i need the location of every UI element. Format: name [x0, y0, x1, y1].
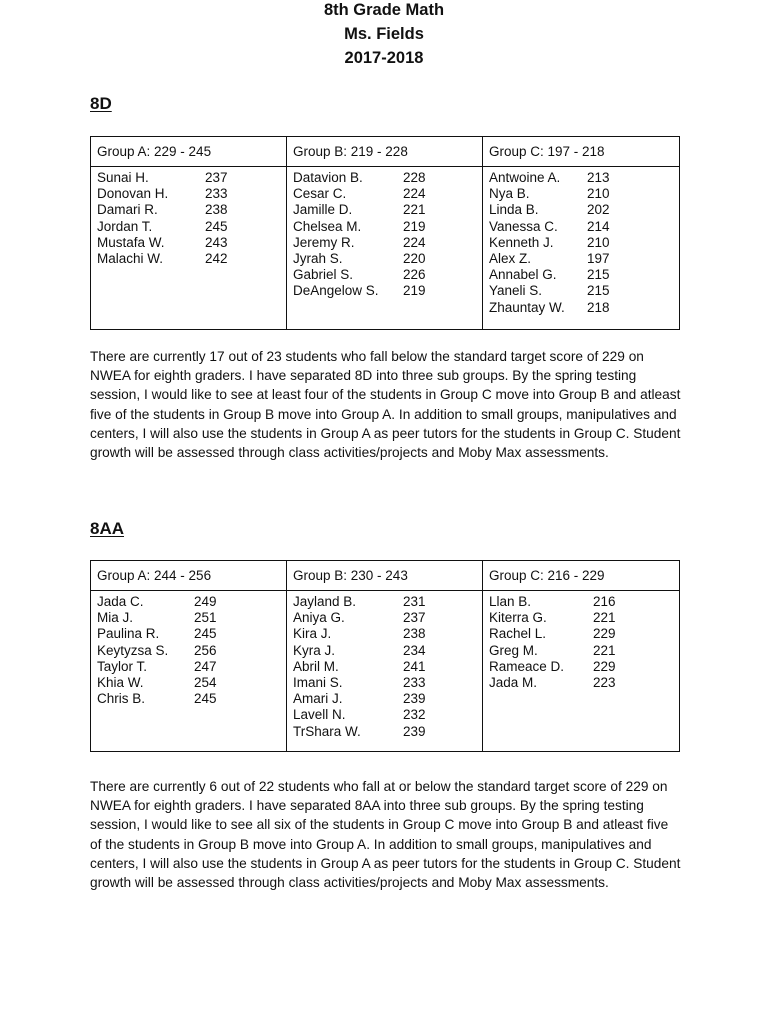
group-body-row — [91, 167, 680, 330]
student-row — [293, 724, 476, 740]
student-name: Kiterra G. — [489, 610, 547, 626]
student-name: Mustafa W. — [97, 234, 165, 250]
section-summary-8aa: There are currently 6 out of 22 students who fall at or below the standard target score of 229 on NWEA for eighth graders. I have separated 8AA into three sub groups. By the spring testing session, I would like to see all six of the students in Group C move into Group B and atleast five of the students in Group B move into Group A. In addition to small groups, manipulatives and centers, I will also use the students in Group A as peer tutors for the students in Group C. Student growth will be assessed through class activities/projects and Moby Max assessments. — [90, 779, 681, 891]
student-row — [97, 594, 280, 610]
student-name: Zhauntay W. — [489, 299, 565, 315]
student-name: Mia J. — [97, 610, 134, 626]
group-table-8aa — [90, 560, 680, 752]
student-score: 220 — [403, 250, 426, 266]
student-score: 215 — [587, 283, 610, 299]
student-row — [293, 626, 476, 642]
section-summary-8d: There are currently 17 out of 23 students who fall below the standard target score of 229 on NWEA for eighth graders. I have separated 8D into three sub groups. By the spring testing session, I would like to see at least four of the students in Group C move into Group B and atleast five of the students in Group B move into Group A. In addition to small groups, manipulatives and centers, I will also use the students in Group A as peer tutors for the students in Group C. Student growth will be assessed through class activities/projects and Moby Max assessments. — [90, 349, 681, 461]
student-row — [293, 659, 476, 675]
student-row — [489, 219, 673, 235]
student-score: 210 — [587, 234, 610, 250]
student-score: 221 — [593, 642, 616, 658]
student-name: Jada M. — [489, 674, 538, 690]
student-score: 233 — [403, 674, 426, 690]
student-row — [489, 283, 673, 299]
student-score: 202 — [587, 202, 610, 218]
student-name: Malachi W. — [97, 250, 164, 266]
student-row — [489, 186, 673, 202]
student-row — [97, 675, 280, 691]
student-row — [489, 643, 673, 659]
school-year: 2017-2018 — [344, 49, 424, 67]
teacher-name: Ms. Fields — [344, 25, 424, 43]
student-score: 237 — [403, 610, 426, 626]
student-name: Jordan T. — [97, 218, 153, 234]
student-score: 197 — [587, 250, 610, 266]
student-name: Taylor T. — [97, 658, 148, 674]
student-row — [293, 267, 476, 283]
student-score: 229 — [593, 658, 616, 674]
student-row — [489, 594, 673, 610]
student-score: 256 — [194, 642, 217, 658]
student-name: Chris B. — [97, 691, 146, 707]
student-name: Annabel G. — [489, 267, 557, 283]
student-score: 245 — [205, 218, 228, 234]
student-score: 223 — [593, 674, 616, 690]
student-score: 229 — [593, 626, 616, 642]
student-score: 219 — [403, 283, 426, 299]
student-row — [293, 202, 476, 218]
student-row — [293, 283, 476, 299]
student-row — [97, 251, 280, 267]
student-name: DeAngelow S. — [293, 283, 379, 299]
group-a-header: Group A: 244 - 256 — [91, 561, 287, 591]
student-row — [489, 659, 673, 675]
student-score: 210 — [587, 186, 610, 202]
student-score: 224 — [403, 186, 426, 202]
student-score: 215 — [587, 267, 610, 283]
student-row — [293, 170, 476, 186]
student-score: 231 — [403, 594, 426, 609]
student-score: 224 — [403, 234, 426, 250]
student-row — [293, 219, 476, 235]
student-row — [97, 626, 280, 642]
student-score: 238 — [205, 202, 228, 218]
student-row — [293, 251, 476, 267]
student-score: 228 — [403, 170, 426, 185]
student-score: 219 — [403, 218, 426, 234]
student-row — [293, 675, 476, 691]
student-name: Rachel L. — [489, 626, 547, 642]
student-row — [97, 235, 280, 251]
student-name: Kira J. — [293, 626, 332, 642]
group-table-8d — [90, 136, 680, 330]
group-header-row — [91, 137, 680, 167]
student-score: 243 — [205, 234, 228, 250]
student-name: Chelsea M. — [293, 218, 362, 234]
student-row — [489, 267, 673, 283]
student-row — [489, 675, 673, 691]
student-name: Imani S. — [293, 674, 343, 690]
student-row — [293, 691, 476, 707]
group-a-list — [91, 591, 287, 752]
student-score: 221 — [403, 202, 426, 218]
student-score: 216 — [593, 594, 616, 609]
student-name: Kyra J. — [293, 642, 336, 658]
student-name: Rameace D. — [489, 658, 565, 674]
student-row — [97, 610, 280, 626]
student-row — [489, 170, 673, 186]
student-score: 226 — [403, 267, 426, 283]
student-row — [97, 643, 280, 659]
document-header — [0, 0, 768, 70]
student-name: Sunai H. — [97, 170, 149, 185]
student-name: Paulina R. — [97, 626, 160, 642]
student-name: Alex Z. — [489, 250, 532, 266]
student-row — [293, 707, 476, 723]
student-name: Jyrah S. — [293, 250, 343, 266]
student-name: Vanessa C. — [489, 218, 558, 234]
student-row — [489, 251, 673, 267]
group-b-list — [287, 167, 483, 330]
student-score: 247 — [194, 658, 217, 674]
student-name: Lavell N. — [293, 707, 346, 723]
student-name: Kenneth J. — [489, 234, 554, 250]
student-score: 234 — [403, 642, 426, 658]
student-row — [293, 594, 476, 610]
student-score: 214 — [587, 218, 610, 234]
student-row — [293, 235, 476, 251]
student-name: TrShara W. — [293, 723, 361, 739]
student-score: 251 — [194, 610, 217, 626]
student-name: Nya B. — [489, 186, 530, 202]
group-a-list — [91, 167, 287, 330]
student-row — [489, 202, 673, 218]
student-name: Donovan H. — [97, 186, 169, 202]
student-score: 242 — [205, 250, 228, 266]
section-title-8aa: 8AA — [90, 519, 125, 538]
group-b-header: Group B: 230 - 243 — [287, 561, 483, 591]
student-name: Jada C. — [97, 594, 144, 609]
student-score: 245 — [194, 691, 217, 707]
student-name: Linda B. — [489, 202, 539, 218]
student-score: 249 — [194, 594, 217, 609]
student-score: 218 — [587, 299, 610, 315]
student-score: 221 — [593, 610, 616, 626]
student-score: 233 — [205, 186, 228, 202]
student-score: 245 — [194, 626, 217, 642]
student-name: Damari R. — [97, 202, 158, 218]
student-row — [489, 610, 673, 626]
section-title-8d: 8D — [90, 94, 112, 113]
student-name: Gabriel S. — [293, 267, 354, 283]
student-name: Jeremy R. — [293, 234, 355, 250]
student-row — [489, 235, 673, 251]
group-b-header: Group B: 219 - 228 — [287, 137, 483, 167]
student-row — [489, 626, 673, 642]
student-name: Cesar C. — [293, 186, 347, 202]
student-row — [97, 186, 280, 202]
course-title: 8th Grade Math — [323, 1, 445, 19]
student-row — [293, 186, 476, 202]
group-header-row — [91, 561, 680, 591]
student-name: Khia W. — [97, 674, 144, 690]
group-b-list — [287, 591, 483, 752]
student-name: Greg M. — [489, 642, 538, 658]
student-row — [97, 659, 280, 675]
student-name: Jayland B. — [293, 594, 357, 609]
student-score: 241 — [403, 658, 426, 674]
student-name: Datavion B. — [293, 170, 363, 185]
student-row — [97, 202, 280, 218]
student-row — [293, 643, 476, 659]
student-row — [97, 170, 280, 186]
student-score: 254 — [194, 674, 217, 690]
student-score: 238 — [403, 626, 426, 642]
group-c-list — [483, 591, 680, 752]
student-name: Yaneli S. — [489, 283, 543, 299]
group-c-header: Group C: 197 - 218 — [483, 137, 680, 167]
student-name: Abril M. — [293, 658, 339, 674]
student-row — [97, 691, 280, 707]
student-score: 232 — [403, 707, 426, 723]
student-name: Llan B. — [489, 594, 532, 609]
student-name: Aniya G. — [293, 610, 345, 626]
student-row — [293, 610, 476, 626]
student-name: Keytyzsa S. — [97, 642, 169, 658]
student-name: Amari J. — [293, 691, 343, 707]
student-score: 237 — [205, 170, 228, 185]
student-name: Antwoine A. — [489, 170, 561, 185]
student-row — [97, 219, 280, 235]
group-c-list — [483, 167, 680, 330]
group-a-header: Group A: 229 - 245 — [91, 137, 287, 167]
student-score: 239 — [403, 723, 426, 739]
group-body-row — [91, 591, 680, 752]
student-score: 213 — [587, 170, 610, 185]
student-row — [489, 300, 673, 316]
student-name: Jamille D. — [293, 202, 353, 218]
student-score: 239 — [403, 691, 426, 707]
group-c-header: Group C: 216 - 229 — [483, 561, 680, 591]
